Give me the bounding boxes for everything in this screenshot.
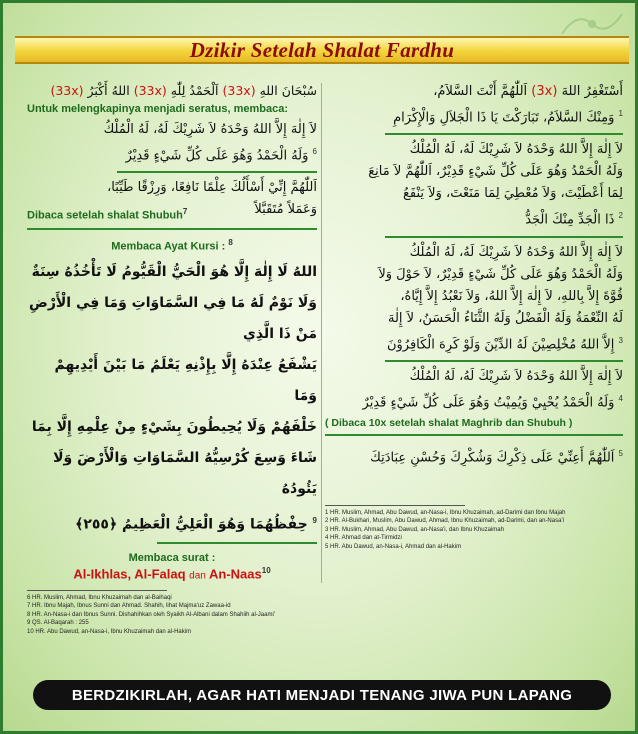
surat-annaas: An-Naas xyxy=(209,566,262,582)
surat-dan: dan xyxy=(189,570,206,582)
separator-line xyxy=(385,360,623,362)
footnote: 10 HR. Abu Dawud, an-Nasa-i, Ibnu Khuzaimah dan al-Hakim xyxy=(27,628,192,635)
dzikir-3-line: إِلاَّ اللهُ مُخْلِصِيْنَ لَهُ الدِّيْنَ وَلَوْ كَرِهَ الْكَافِرُوْنَ xyxy=(386,336,615,352)
footnote-ref-5: 5 xyxy=(618,449,623,459)
footnote: 4 HR. Ahmad dan at-Tirmidzi xyxy=(325,535,402,542)
dzikir-5 xyxy=(325,442,623,470)
istighfar-line-2: وَمِنْكَ السَّلاَمُ، تَبَارَكْتَ يَا ذَا الْجَلاَلِ وَالْإِكْرَامِ xyxy=(393,110,615,126)
footnote-ref-8: 8 xyxy=(228,237,233,247)
separator-line xyxy=(27,228,317,230)
footnote-ref-6: 6 xyxy=(312,147,317,156)
dzikir-2-line: وَلَهُ الْحَمْدُ وَهُوَ عَلَى كُلِّ شَيْءٍ قَدِيْرٌ، اَللّٰهُمَّ لاَ مَانِعَ xyxy=(368,164,623,180)
page-title: Dzikir Setelah Shalat Fardhu xyxy=(189,37,455,62)
istighfar-block xyxy=(325,81,623,129)
tasbih-subhanallah: سُبْحَانَ اللهِ xyxy=(259,83,317,98)
footnote: 6 HR. Muslim, Ahmad, Ibnu Khuzaimah dan al-Baihaqi xyxy=(27,594,172,601)
footnote-rule xyxy=(27,590,167,591)
dzikir-2-line: لِمَا أَعْطَيْتَ، وَلاَ مُعْطِيَ لِمَا مَنَعْتَ، وَلاَ يَنْفَعُ xyxy=(403,186,623,202)
dzikir-4-label: ( Dibaca 10x setelah shalat Maghrib dan Shubuh ) xyxy=(325,417,573,430)
footnote: 1 HR. Muslim, Ahmad, Abu Dawud, an-Nasa-i, Ibnu Khuzaimah, ad-Darimi dan Ibnu Majah xyxy=(325,509,566,516)
motto-banner xyxy=(33,680,611,710)
surat-label: Membaca surat : xyxy=(128,552,216,565)
separator-line xyxy=(385,133,623,135)
separator-line xyxy=(157,542,317,544)
kursi-line: يَشْفَعُ عِنْدَهُ إِلَّا بِإِذْنِهِ يَعْلَمُ مَا بَيْنَ أَيْدِيهِمْ وَمَا xyxy=(54,356,317,404)
kursi-line: وَلَا نَوْمٌ لَهُ مَا فِي السَّمَاوَاتِ وَمَا فِي الْأَرْضِ مَنْ ذَا الَّذِي xyxy=(28,294,317,342)
footnote-ref-2: 2 xyxy=(618,211,623,221)
kursi-line: حِفْظُهُمَا وَهُوَ الْعَلِيُّ الْعَظِيمُ ﴿٢٥٥﴾ xyxy=(75,516,308,533)
footnote: 9 QS. Al-Baqarah : 255 xyxy=(27,620,89,627)
dzikir-5-text: اَللّٰهُمَّ أَعِنِّيْ عَلَى ذِكْرِكَ وَشُكْرِكَ وَحُسْنِ عِبَادَتِكَ xyxy=(370,450,615,466)
surat-ikhlas-falaq: Al-Ikhlas, Al-Falaq xyxy=(73,566,186,582)
istighfar-count: (3x) xyxy=(531,84,558,99)
column-divider xyxy=(321,83,322,583)
separator-line xyxy=(325,434,623,436)
footnote-ref-3: 3 xyxy=(618,335,623,345)
footnote: 5 HR. Abu Dawud, an-Nasa-i, Ahmad dan al-Hakim xyxy=(325,543,462,550)
dzikir-4-line: لاَ إِلٰهَ إِلاَّ اللهُ وَحْدَهُ لاَ شَرِيْكَ لَهُ، لَهُ الْمُلْكُ xyxy=(409,368,623,384)
dzikir-3-line: قُوَّةَ إِلاَّ بِاللهِ، لاَ إِلٰهَ إِلاَّ اللهُ، وَلاَ نَعْبُدُ إِلاَّ إِيَّاهُ، xyxy=(400,288,623,304)
kursi-line: خَلْفَهُمْ وَلَا يُحِيطُونَ بِشَيْءٍ مِنْ عِلْمِهِ إِلَّا بِمَا xyxy=(31,418,317,435)
dzikir-4-line: وَلَهُ الْحَمْدُ يُحْيِيْ وَيُمِيْتُ وَهُوَ عَلَى كُلِّ شَيْءٍ قَدِيْرٌ xyxy=(362,395,615,411)
dzikir-2 xyxy=(325,139,623,231)
footnote-ref-4: 4 xyxy=(618,393,623,403)
shubuh-line-2: وَعَمَلاً مُتَقَبَّلاً xyxy=(254,202,317,218)
shubuh-label: Dibaca setelah shalat Shubuh xyxy=(27,209,183,222)
left-footnotes xyxy=(27,594,317,637)
footnote-rule xyxy=(325,505,465,506)
dzikir-2-line: لاَ إِلٰهَ إِلاَّ اللهُ وَحْدَهُ لاَ شَرِيْكَ لَهُ، لَهُ الْمُلْكُ xyxy=(409,142,623,158)
footnote-ref-10: 10 xyxy=(261,566,271,576)
tasbih-count-2: (33x) xyxy=(133,83,167,98)
kursi-label: Membaca Ayat Kursi : xyxy=(111,240,226,253)
allahumma-antas-salam: اَللّٰهُمَّ أَنْتَ السَّلاَمُ، xyxy=(433,84,528,99)
tasbih-count-3: (33x) xyxy=(50,83,84,98)
tasbih-alhamdulillah: اَلْحَمْدُ لِلّٰهِ xyxy=(170,83,219,98)
separator-line xyxy=(117,171,317,173)
istighfar-text: أَسْتَغْفِرُ اللهَ xyxy=(561,84,623,99)
tahlil-line-1: لاَ إِلٰهَ إِلاَّ اللهُ وَحْدَهُ لاَ شَرِيْكَ لَهُ، لَهُ الْمُلْكُ xyxy=(103,122,317,137)
title-banner xyxy=(15,36,629,64)
kursi-line: اللهُ لَا إِلٰهَ إِلَّا هُوَ الْحَيُّ الْقَيُّومُ لَا تَأْخُذُهُ سِنَةٌ xyxy=(31,263,317,280)
dzikir-3-line: لاَ إِلٰهَ إِلاَّ اللهُ وَحْدَهُ لاَ شَرِيْكَ لَهُ، لَهُ الْمُلْكُ xyxy=(409,244,623,260)
tasbih-allahuakbar: اللهُ أَكْبَرُ xyxy=(87,83,130,98)
dzikir-3-line: لَهُ النِّعْمَةُ وَلَهُ الْفَضْلُ وَلَهُ الثَّنَاءُ الْحَسَنُ، لاَ إِلٰهَ xyxy=(387,310,623,326)
motto-text: BERDZIKIRLAH, AGAR HATI MENJADI TENANG JIWA PUN LAPANG xyxy=(71,686,573,704)
separator-line xyxy=(385,236,623,238)
footnote-ref-7: 7 xyxy=(182,207,188,217)
tasbih-count-1: (33x) xyxy=(222,83,256,98)
surat-names xyxy=(27,566,317,581)
dzikir-3-line: وَلَهُ الْحَمْدُ وَهُوَ عَلَى كُلِّ شَيْءٍ قَدِيْرٌ، لاَ حَوْلَ وَلاَ xyxy=(378,266,623,282)
footnote: 7 HR. Ibnu Majah, Ibnus Sunni dan Ahmad. Shahih, lihat Majma'uz Zawaa-id xyxy=(27,603,231,610)
kursi-label-wrap xyxy=(27,238,317,253)
shubuh-line-1: اَللّٰهُمَّ إِنِّيْ أَسْأَلُكَ عِلْمًا نَافِعًا، وَرِزْقًا طَيِّبًا، xyxy=(107,180,317,196)
dzikir-3 xyxy=(325,242,623,356)
footnote: 2 HR. Al-Bukhari, Muslim, Abu Dawud, Ahmad, Ibnu Khuzaimah, ad-Darimi, dan an-Nasa'i xyxy=(325,518,564,525)
tahlil-text xyxy=(27,119,317,167)
right-footnotes xyxy=(325,509,623,552)
footnote-ref-1: 1 xyxy=(618,109,623,118)
dzikir-4 xyxy=(325,366,623,414)
dzikir-2-line: ذَا الْجَدِّ مِنْكَ الْجَدُّ xyxy=(525,212,615,228)
footnote: 3 HR. Muslim, Ahmad, Abu Dawud, an-Nasa'i, dan Ibnu Khuzaimah xyxy=(325,526,504,533)
footnote-ref-9: 9 xyxy=(312,515,317,525)
ayat-kursi-text xyxy=(27,257,317,541)
tahlil-line-2: وَلَهُ الْحَمْدُ وَهُوَ عَلَى كُلِّ شَيْءٍ قَدِيْرٌ xyxy=(125,148,309,164)
tasbih-line xyxy=(27,81,317,101)
left-column xyxy=(27,81,317,636)
ornament-graphic xyxy=(557,9,627,39)
footnote: 8 HR. An-Nasa-i dan Ibnus Sunni. Dishahihkan oleh Syaikh Al-Albani dalam Shahiih al-Jaami' xyxy=(27,611,275,618)
kursi-line: شَاءَ وَسِعَ كُرْسِيُّهُ السَّمَاوَاتِ وَالْأَرْضَ وَلَا يَئُودُهُ xyxy=(53,449,317,497)
complete-label: Untuk melengkapinya menjadi seratus, membaca: xyxy=(27,103,289,115)
right-column xyxy=(325,81,623,551)
